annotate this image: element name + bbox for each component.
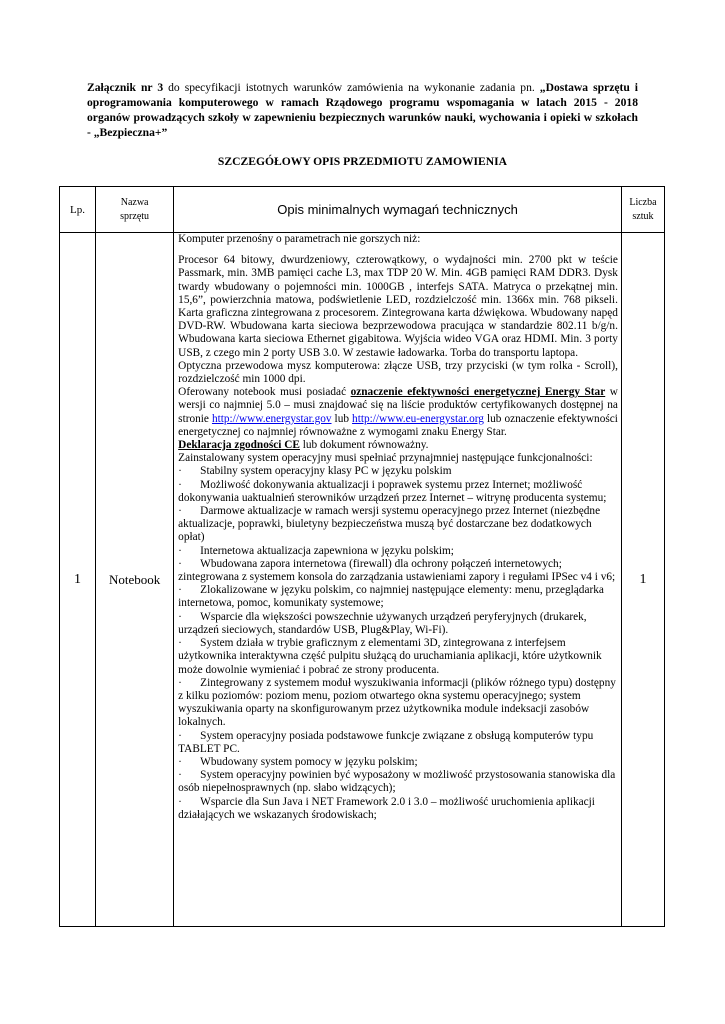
desc-ce xyxy=(178,439,618,452)
ce-declaration-label: Deklaracja zgodności CE xyxy=(178,439,300,452)
list-item-text: Wsparcie dla Sun Java i NET Framework 2.0 i 3.0 – możliwość uruchomienia aplikacji działających we wskazanych środowiskach; xyxy=(178,795,595,821)
header-name-line2: sprzętu xyxy=(120,210,150,222)
ce-text: lub dokument równoważny. xyxy=(299,439,429,452)
bullet-icon: · xyxy=(178,637,182,650)
intro-paragraph xyxy=(87,81,638,141)
list-item-text: Możliwość dokonywania aktualizacji i poprawek systemu przez Internet; możliwość dokonywania uaktualnień sterowników urządzeń przez Internet – witrynę producenta systemu; xyxy=(178,478,607,504)
bullet-icon: · xyxy=(178,755,182,768)
list-item xyxy=(178,584,618,610)
list-item xyxy=(178,505,618,545)
list-item-text: Wbudowany system pomocy w języku polskim; xyxy=(200,755,418,768)
bullet-icon: · xyxy=(178,795,182,808)
list-item-text: Zintegrowany z systemem moduł wyszukiwania informacji (plików różnego typu) dostępny z kilku poziomów: poziom menu, poziom otwartego okna systemu operacyjnego; system wyszukiwania oparty na skonfigurowanym przez użytkownika module indeksacji zasobów lokalnych. xyxy=(178,676,616,729)
energy-text-a: Oferowany notebook musi posiadać xyxy=(178,386,351,399)
list-item-text: Stabilny system operacyjny klasy PC w języku polskim xyxy=(200,465,452,478)
list-item xyxy=(178,637,618,677)
specification-table xyxy=(59,186,665,927)
list-item xyxy=(178,479,618,505)
energy-star-label: oznaczenie efektywności energetycznej Energy Star xyxy=(350,386,606,399)
desc-mouse: Optyczna przewodowa mysz komputerowa: złącze USB, trzy przyciski (w tym rolka - Scroll), rozdzielczość min 1000 dpi. xyxy=(178,359,618,386)
bullet-icon: · xyxy=(178,478,182,491)
list-item-text: Internetowa aktualizacja zapewniona w języku polskim; xyxy=(200,544,454,557)
header-description: Opis minimalnych wymagań technicznych xyxy=(174,187,622,233)
list-item xyxy=(178,465,618,478)
header-qty-line1: Liczba xyxy=(629,196,657,208)
bullet-icon: · xyxy=(178,557,182,570)
table-row xyxy=(60,233,665,927)
desc-specs: Procesor 64 bitowy, dwurdzeniowy, czterowątkowy, o wydajności min. 2700 pkt w teście Passmark, min. 3MB pamięci cache L3, max TDP 20 W. Min. 4GB pamięci RAM DDR3. Dysk twardy wbudowany o pojemności min. 1000GB , interfejs SATA. Matryca o przekątnej min. 15,6”, powierzchnia matowa, podświetlenie LED, rozdzielczość min. 1366x min. 768 pikseli. Karta graficzna zintegrowana z procesorem. Zintegrowana karta dźwiękowa. Wbudowany napęd DVD-RW. Wbudowana karta sieciowa bezprzewodowa pracująca w standardzie 802.11 b/g/n. Wbudowana karta sieciowa Ethernet gigabitowa. Wyjścia wideo VGA oraz HDMI. Min. 3 porty USB, z czego min 2 porty USB 3.0. W zestawie ładowarka. Torba do transportu laptopa. xyxy=(178,254,618,359)
list-item-text: Wsparcie dla większości powszechnie używanych urządzeń peryferyjnych (drukarek, urządzeń sieciowych, standardów USB, Plug&Play, Wi-Fi). xyxy=(178,610,587,636)
table-header-row xyxy=(60,187,665,233)
attachment-label: Załącznik nr 3 xyxy=(87,81,164,94)
list-item xyxy=(178,545,618,558)
list-item xyxy=(178,796,618,822)
header-quantity xyxy=(621,187,664,233)
bullet-icon: · xyxy=(178,584,182,597)
row-description xyxy=(174,233,622,927)
list-item-text: Darmowe aktualizacje w ramach wersji systemu operacyjnego przez Internet (niezbędne aktualizacje, poprawki, biuletyny bezpieczeństwa muszą być dostarczane bez dodatkowych opłat) xyxy=(178,505,601,544)
list-item-text: System operacyjny powinien być wyposażony w możliwość przystosowania stanowiska dla osób niepełnosprawnych (np. słabo widzących); xyxy=(178,769,616,795)
bullet-icon: · xyxy=(178,729,182,742)
list-item xyxy=(178,730,618,756)
bullet-icon: · xyxy=(178,465,182,478)
eu-energystar-link[interactable]: http://www.eu-energystar.org xyxy=(352,412,484,425)
list-item-text: Wbudowana zapora internetowa (firewall) dla ochrony połączeń internetowych; zintegrowana z systemem konsola do zarządzania ustawieniami zapory i regułami IPSec v4 i v6; xyxy=(178,557,616,584)
bullet-icon: · xyxy=(178,769,182,782)
row-lp: 1 xyxy=(60,233,96,927)
row-quantity: 1 xyxy=(621,233,664,927)
bullet-icon: · xyxy=(178,610,182,623)
list-item xyxy=(178,677,618,730)
header-name xyxy=(96,187,174,233)
header-name-line1: Nazwa xyxy=(120,196,149,208)
bullet-icon: · xyxy=(178,676,182,689)
list-item-text: System operacyjny posiada podstawowe funkcje związane z obsługą komputerów typu TABLET PC. xyxy=(178,729,594,755)
page-heading: SZCZEGÓŁOWY OPIS PRZEDMIOTU ZAMOWIENIA xyxy=(217,155,508,168)
os-requirements-list xyxy=(178,465,618,821)
header-lp: Lp. xyxy=(60,187,96,233)
list-item xyxy=(178,611,618,637)
energystar-link[interactable]: http://www.energystar.gov xyxy=(211,412,332,425)
energy-text-d: lub xyxy=(331,412,353,425)
list-item xyxy=(178,558,618,584)
intro-text: do specyfikacji istotnych warunków zamówienia na wykonanie zadania pn. xyxy=(163,81,540,94)
desc-os-intro: Zainstalowany system operacyjny musi spełniać przynajmniej następujące funkcjonalności: xyxy=(178,452,593,465)
energy-text-e: lub oznaczenie efektywności energetycznej co najmniej równoważne z wymogami znaku Energy Star. xyxy=(178,412,618,438)
desc-intro: Komputer przenośny o parametrach nie gorszych niż: xyxy=(178,233,421,245)
desc-energy-star xyxy=(178,386,618,439)
bullet-icon: · xyxy=(178,505,182,518)
bullet-icon: · xyxy=(178,544,182,557)
energy-text-c: w wersji co najmniej 5.0 – musi znajdować się na liście produktów certyfikowanych dostępnej na stronie xyxy=(178,386,618,425)
list-item xyxy=(178,756,618,769)
tender-title: „Dostawa sprzętu i oprogramowania komputerowego w ramach Rządowego programu wspomagania w latach 2015 - 2018 organów prowadzących szkoły w zapewnieniu bezpiecznych warunków nauki, wychowania i opieki w szkołach - „Bezpieczna+” xyxy=(87,81,639,139)
list-item-text: System działa w trybie graficznym z elementami 3D, zintegrowana z interfejsem użytkownika interaktywna część pulpitu służącą do uruchamiania aplikacji, które użytkownik może dowolnie wymieniać i pobrać ze strony producenta. xyxy=(178,637,602,676)
row-name: Notebook xyxy=(96,233,174,927)
list-item xyxy=(178,769,618,795)
list-item-text: Zlokalizowane w języku polskim, co najmniej następujące elementy: menu, przeglądarka internetowa, pomoc, komunikaty systemowe; xyxy=(178,584,604,610)
header-qty-line2: sztuk xyxy=(632,210,654,222)
